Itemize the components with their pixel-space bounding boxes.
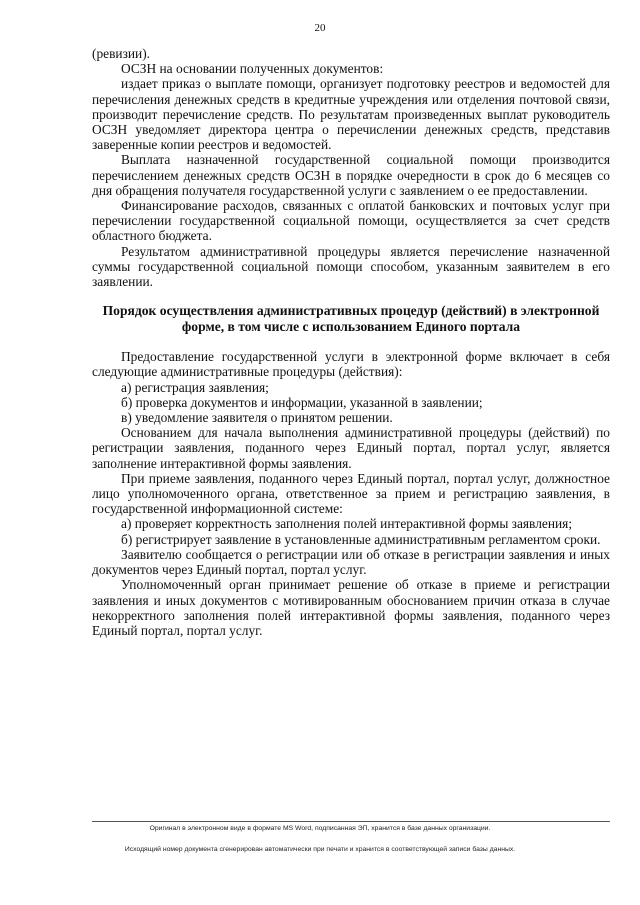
paragraph: в) уведомление заявителя о принятом решении.	[121, 410, 393, 426]
paragraphs-before	[92, 46, 610, 289]
paragraph: б) регистрирует заявление в установленные административным регламентом сроки.	[121, 531, 601, 547]
paragraph: а) проверяет корректность заполнения полей интерактивной формы заявления;	[121, 516, 573, 532]
page-number: 20	[314, 22, 326, 34]
document-body	[92, 46, 610, 638]
paragraph: б) проверка документов и информации, указанной в заявлении;	[121, 394, 483, 410]
paragraph: Выплата назначенной государственной социальной помощи производится перечислением денежных средств ОСЗН в порядке очередности в срок до 6 месяцев со дня обращения получателя государственной услуги с заявлением о ее предоставлении.	[92, 152, 610, 198]
paragraph: ОСЗН на основании полученных документов:	[121, 61, 384, 77]
paragraph: Уполномоченный орган принимает решение об отказе в приеме и регистрации заявления и иных документов с мотивированным обоснованием причин отказа в случае некорректного заполнения полей интерактивной формы заявления, поданного через Единый портал, портал услуг.	[92, 577, 610, 638]
paragraph: При приеме заявления, поданного через Единый портал, портал услуг, должностное лицо уполномоченного органа, ответственное за прием и регистрацию заявления, в государственной информационной системе:	[92, 470, 610, 517]
paragraph: Предоставление государственной услуги в электронной форме включает в себя следующие административные процедуры (действия):	[92, 349, 610, 380]
paragraphs-after	[92, 349, 610, 638]
spacer	[92, 335, 610, 349]
paragraph: Основанием для начала выполнения административной процедуры (действий) по регистрации заявления, поданного через Единый портал, портал услуг, является заполнение интерактивной формы заявления.	[92, 425, 610, 471]
paragraph: издает приказ о выплате помощи, организует подготовку реестров и ведомостей для перечисления денежных средств в кредитные учреждения или отделения почтовой связи, производит перечисление средств. По результатам произведенных выплат руководитель ОСЗН уведомляет директора центра о перечислении денежных средств, представив заверенные копии реестров и ведомостей.	[92, 76, 610, 153]
paragraph: Заявителю сообщается о регистрации или об отказе в регистрации заявления и иных документов через Единый портал, портал услуг.	[92, 546, 610, 578]
paragraph: (ревизии).	[92, 46, 151, 61]
spacer	[92, 289, 610, 303]
paragraph: Результатом административной процедуры является перечисление назначенной суммы государственной социальной помощи способом, указанным заявителем в его заявлении.	[92, 243, 610, 290]
section-heading: Порядок осуществления административных процедур (действий) в электронной форме, в том числе с использованием Единого портала	[102, 303, 600, 335]
footer-note-original: Оригинал в электронном виде в формате MS Word, подписанная ЭП, хранится в базе данных организации.	[149, 825, 491, 832]
paragraph: Финансирование расходов, связанных с оплатой банковских и почтовых услуг при перечислении государственной социальной помощи, осуществляется за счет средств областного бюджета.	[92, 198, 610, 244]
paragraph: а) регистрация заявления;	[121, 379, 269, 395]
footer-divider	[92, 821, 610, 822]
footer-note-number: Исходящий номер документа сгенерирован автоматически при печати и хранится в соответствующей записи базы данных.	[124, 846, 516, 853]
